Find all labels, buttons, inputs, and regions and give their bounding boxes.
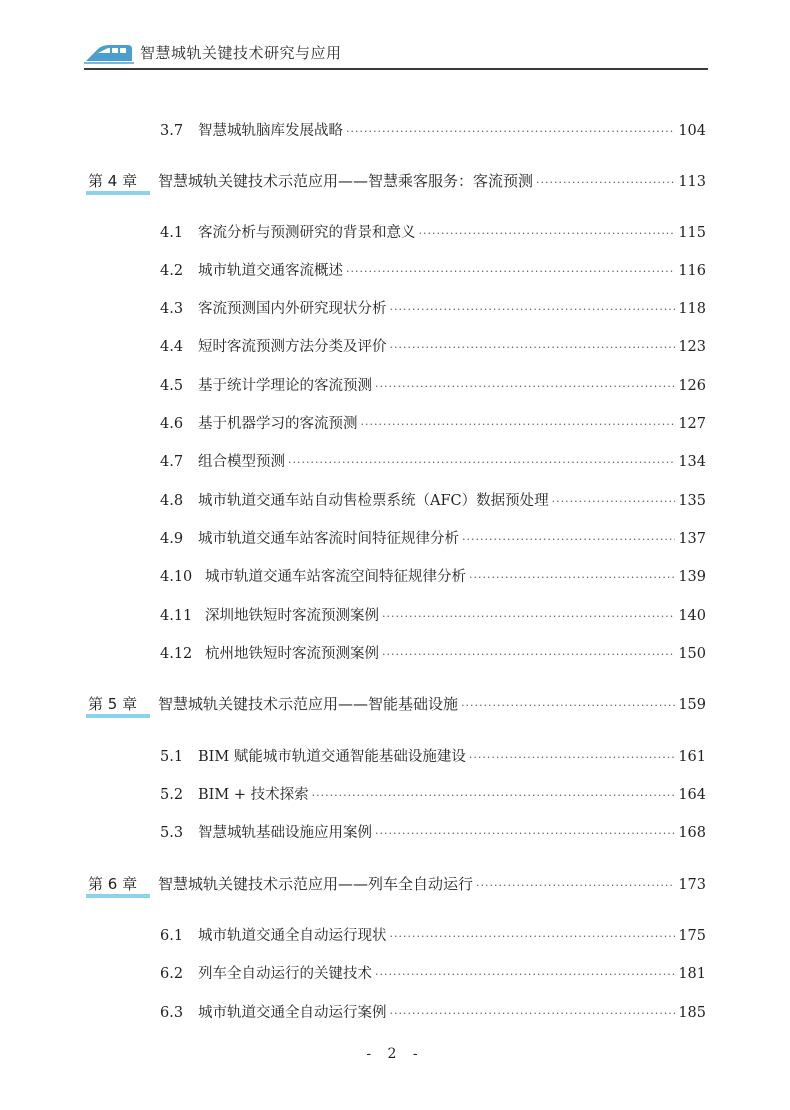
toc-entry[interactable] (160, 604, 706, 625)
toc-entry[interactable] (160, 745, 706, 766)
section-number: 5.1 (160, 749, 184, 765)
toc-entry[interactable] (160, 489, 706, 510)
leader-dots (461, 700, 675, 711)
toc-entry[interactable] (160, 962, 706, 983)
section-title: 深圳地铁短时客流预测案例 (205, 608, 379, 624)
section-number: 6.3 (160, 1005, 184, 1021)
section-title: 城市轨道交通全自动运行案例 (198, 1005, 387, 1021)
section-number: 4.5 (160, 378, 184, 394)
section-title: 短时客流预测方法分类及评价 (198, 339, 387, 355)
chapter-entry[interactable] (88, 873, 706, 894)
section-number: 4.2 (160, 263, 184, 279)
page-number: 137 (678, 531, 706, 547)
leader-dots (419, 228, 676, 239)
leader-dots (346, 266, 675, 277)
toc-entry[interactable] (160, 119, 706, 140)
chapter-label: 第 6 章 (88, 873, 158, 894)
section-number: 5.2 (160, 787, 184, 803)
section-title: 基于统计学理论的客流预测 (198, 378, 372, 394)
page-number: 140 (678, 608, 706, 624)
chapter-label: 第 4 章 (88, 170, 158, 191)
leader-dots (375, 828, 675, 839)
toc-entry[interactable] (160, 924, 706, 945)
page-number: 113 (678, 174, 706, 190)
toc-entry[interactable] (160, 335, 706, 356)
leader-dots (375, 969, 675, 980)
section-number: 4.7 (160, 454, 184, 470)
page-number: 134 (678, 454, 706, 470)
train-logo-icon (84, 42, 134, 64)
leader-dots (375, 381, 675, 392)
chapter-title: 智慧城轨关键技术示范应用——智慧乘客服务：客流预测 (158, 172, 534, 190)
page-number: 175 (678, 928, 706, 944)
toc-entry[interactable] (160, 783, 706, 804)
page-number: 150 (678, 646, 706, 662)
section-title: 城市轨道交通车站客流空间特征规律分析 (205, 569, 466, 585)
running-header (84, 38, 708, 68)
leader-dots (476, 880, 675, 891)
page-number: 123 (678, 339, 706, 355)
toc-entry[interactable] (160, 1001, 706, 1022)
chapter-title: 智慧城轨关键技术示范应用——列车全自动运行 (158, 875, 474, 893)
section-number: 4.8 (160, 493, 184, 509)
page-number: 116 (678, 263, 706, 279)
leader-dots (390, 931, 676, 942)
leader-dots (288, 457, 675, 468)
page-number: 127 (678, 416, 706, 432)
leader-dots (390, 342, 676, 353)
page-number: 135 (678, 493, 706, 509)
leader-dots (346, 126, 675, 137)
page-number: 159 (678, 697, 706, 713)
leader-dots (469, 572, 675, 583)
page-number: 164 (678, 787, 706, 803)
chapter-entry[interactable] (88, 693, 706, 714)
section-title: 城市轨道交通全自动运行现状 (198, 928, 387, 944)
footer-page-number: - 2 - (366, 1046, 424, 1062)
page-number: 173 (678, 877, 706, 893)
leader-dots (312, 790, 676, 801)
section-number: 4.10 (160, 569, 193, 585)
page-number: 115 (678, 225, 706, 241)
section-title: 城市轨道交通车站自动售检票系统（AFC）数据预处理 (198, 493, 549, 509)
chapter-title: 智慧城轨关键技术示范应用——智能基础设施 (158, 695, 459, 713)
leader-dots (536, 177, 675, 188)
section-number: 5.3 (160, 825, 184, 841)
toc-entry[interactable] (160, 527, 706, 548)
toc-entry[interactable] (160, 374, 706, 395)
chapter-entry[interactable] (88, 170, 706, 191)
section-number: 4.6 (160, 416, 184, 432)
page-number: 104 (678, 123, 706, 139)
page-number: 118 (678, 301, 706, 317)
section-number: 6.2 (160, 966, 184, 982)
section-title: 智慧城轨基础设施应用案例 (198, 825, 372, 841)
section-number: 4.4 (160, 339, 184, 355)
section-title: 客流分析与预测研究的背景和意义 (198, 225, 416, 241)
section-title: 杭州地铁短时客流预测案例 (205, 646, 379, 662)
toc-entry[interactable] (160, 642, 706, 663)
section-title: 组合模型预测 (198, 454, 285, 470)
section-number: 4.12 (160, 646, 193, 662)
leader-dots (361, 419, 676, 430)
section-title: 客流预测国内外研究现状分析 (198, 301, 387, 317)
section-title: 智慧城轨脑库发展战略 (198, 123, 343, 139)
toc-entry[interactable] (160, 565, 706, 586)
section-number: 6.1 (160, 928, 184, 944)
page-number: 181 (678, 966, 706, 982)
page-number: 168 (678, 825, 706, 841)
leader-dots (552, 496, 676, 507)
toc-entry[interactable] (160, 450, 706, 471)
section-title: 城市轨道交通车站客流时间特征规律分析 (198, 531, 459, 547)
toc-entry[interactable] (160, 259, 706, 280)
leader-dots (469, 752, 675, 763)
page-number: 185 (678, 1005, 706, 1021)
section-title: BIM + 技术探索 (198, 787, 309, 803)
leader-dots (382, 649, 675, 660)
section-number: 4.3 (160, 301, 184, 317)
header-rule (84, 68, 708, 70)
page-number: 126 (678, 378, 706, 394)
section-number: 4.11 (160, 608, 193, 624)
leader-dots (390, 304, 676, 315)
section-number: 4.9 (160, 531, 184, 547)
toc-entry[interactable] (160, 821, 706, 842)
section-number: 3.7 (160, 123, 184, 139)
leader-dots (462, 534, 675, 545)
section-title: BIM 赋能城市轨道交通智能基础设施建设 (198, 749, 466, 765)
section-title: 列车全自动运行的关键技术 (198, 966, 372, 982)
toc-entry[interactable] (160, 412, 706, 433)
page-number: 161 (678, 749, 706, 765)
toc-entry[interactable] (160, 221, 706, 242)
book-title: 智慧城轨关键技术研究与应用 (140, 44, 342, 62)
toc-entry[interactable] (160, 297, 706, 318)
page-number: 139 (678, 569, 706, 585)
leader-dots (390, 1008, 676, 1019)
leader-dots (382, 611, 675, 622)
section-number: 4.1 (160, 225, 184, 241)
section-title: 基于机器学习的客流预测 (198, 416, 358, 432)
section-title: 城市轨道交通客流概述 (198, 263, 343, 279)
chapter-label: 第 5 章 (88, 693, 158, 714)
